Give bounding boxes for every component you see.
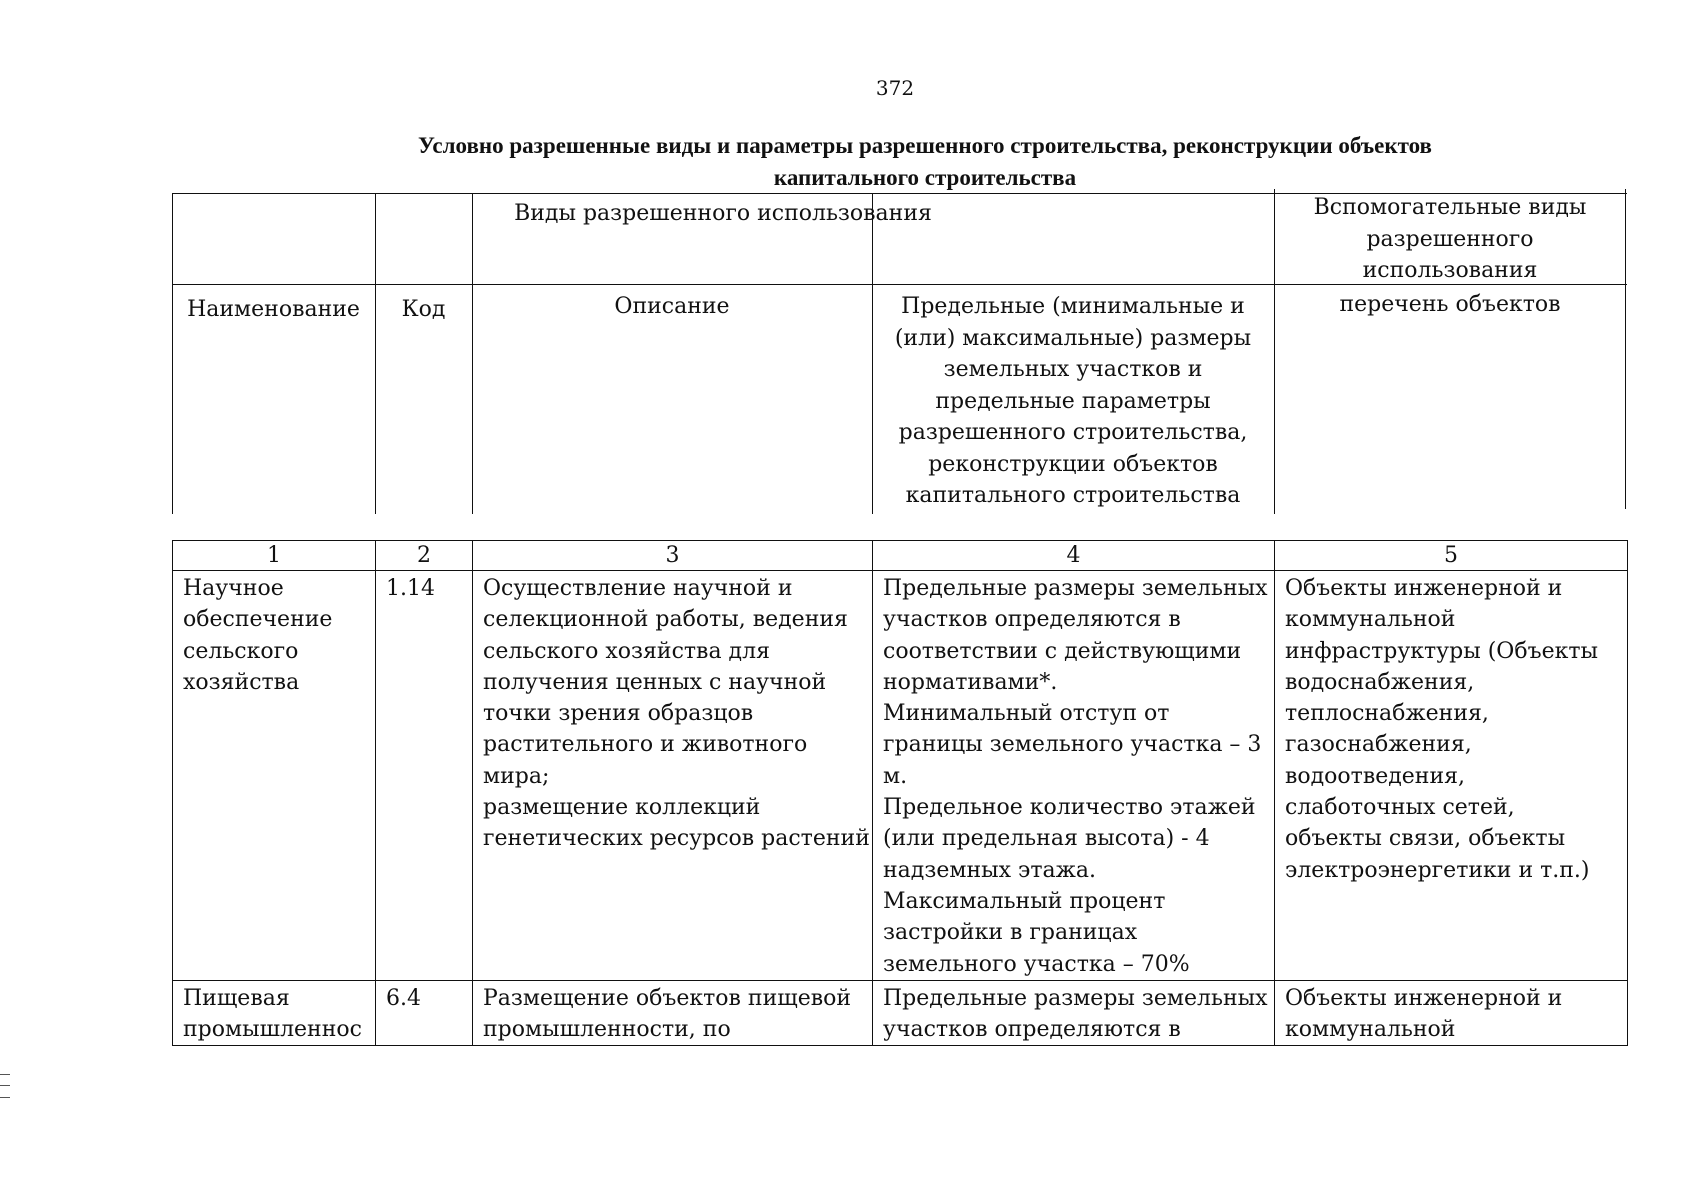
margin-mark [0,1074,10,1098]
cell-description: Осуществление научной и селекционной работы, ведения сельского хозяйства для получения ценных с научной точки зрения образцов растительного и животного мира; размещение коллекций генетических ресурсов растений [473,571,873,981]
document-title [300,130,1550,194]
column-number: 1 [173,541,376,571]
table-row [173,571,1628,981]
header-divider-code [375,194,376,514]
land-use-table [172,540,1628,1046]
cell-code: 6.4 [376,980,473,1046]
header-group-uses: Виды разрешенного использования [514,201,932,226]
header-border-left [172,194,173,514]
cell-description: Размещение объектов пищевой промышленности, по [473,980,873,1046]
column-number: 5 [1275,541,1628,571]
cell-limits: Предельные размеры земельных участков определяются в соответствии с действующими нормативами*. Минимальный отступ от границы земельного участка – 3 м. Предельное количество этажей (или предельная высота) - 4 надземных этажа. Максимальный процент застройки в границах земельного участка – 70% [873,571,1275,981]
column-number: 2 [376,541,473,571]
column-number-row [173,541,1628,571]
column-number: 3 [473,541,873,571]
cell-limits: Предельные размеры земельных участков определяются в [873,980,1275,1046]
cell-code: 1.14 [376,571,473,981]
title-line-1: Условно разрешенные виды и параметры разрешенного строительства, реконструкции объектов [418,133,1432,158]
cell-aux-objects: Объекты инженерной и коммунальной инфраструктуры (Объекты водоснабжения, теплоснабжения, газоснабжения, водоотведения, слаботочных сетей, объекты связи, объекты электроэнергетики и т.п.) [1275,571,1628,981]
header-col-limits: Предельные (минимальные и (или) максимальные) размеры земельных участков и предельные параметры разрешенного строительства, реконструкции объектов капитального строительства [894,294,1252,508]
header-group-aux: Вспомогательные виды разрешенного использования [1313,195,1587,283]
page-number: 372 [875,76,915,100]
table-row [173,980,1628,1046]
column-number: 4 [873,541,1275,571]
header-divider-desc [472,194,473,514]
title-line-2: капитального строительства [773,165,1077,190]
header-col-aux-list: перечень объектов [1339,292,1561,317]
cell-aux-objects: Объекты инженерной и коммунальной [1275,980,1628,1046]
header-col-code: Код [401,297,446,322]
header-col-name: Наименование [187,297,360,322]
cell-name: Научное обеспечение сельского хозяйства [173,571,376,981]
table-header [172,193,1627,514]
cell-name: Пищевая промышленнос [173,980,376,1046]
header-col-description: Описание [614,294,730,319]
